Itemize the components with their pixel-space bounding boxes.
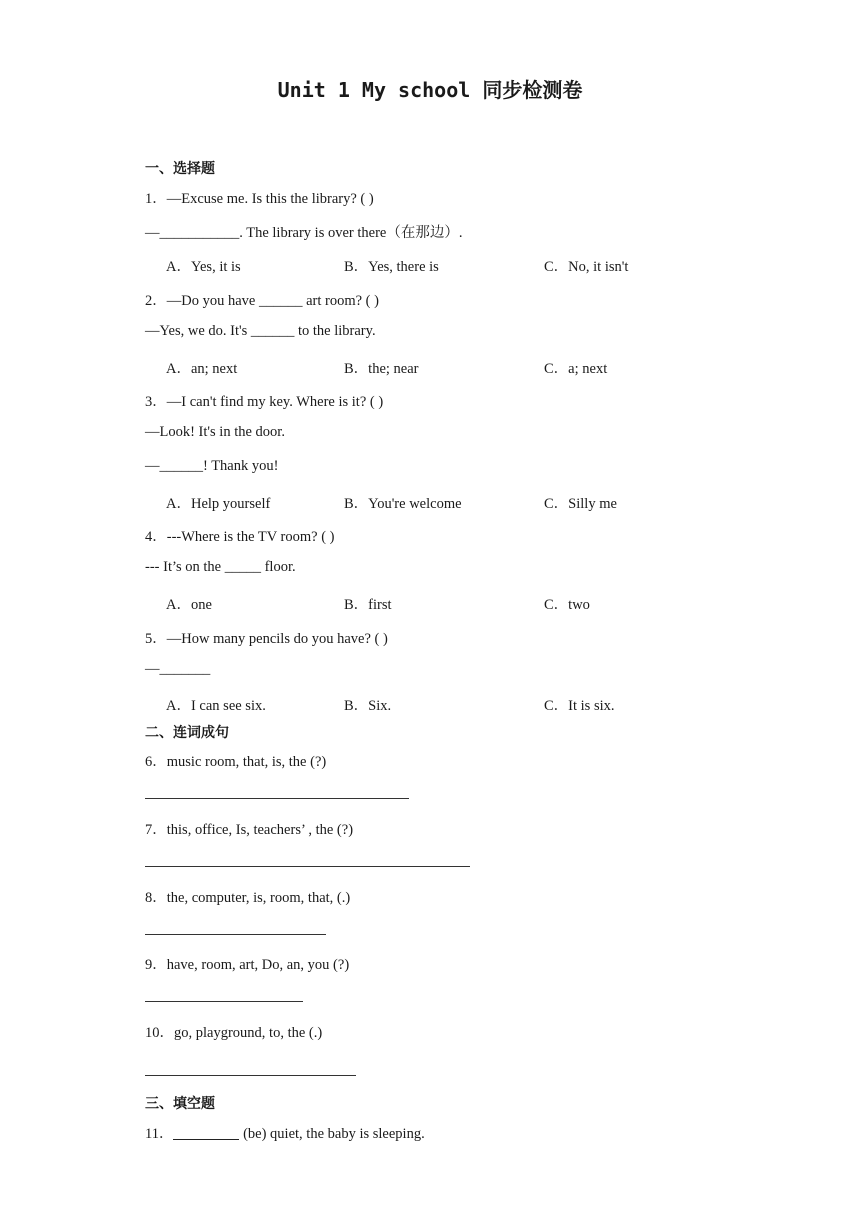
question-1-option-b: B．Yes, there is (344, 259, 439, 275)
question-11-number: 11． (145, 1126, 174, 1142)
question-9-answer-line (145, 1001, 303, 1002)
question-8-answer-line (145, 934, 326, 935)
question-3-stem: 3．—I can't find my key. Where is it? ( ) (145, 394, 384, 410)
question-4-stem: 4．---Where is the TV room? ( ) (145, 529, 335, 545)
question-1-option-a: A．Yes, it is (166, 259, 241, 275)
section-heading-fill: 三、填空题 (145, 1096, 215, 1112)
question-9-prompt: 9．have, room, art, Do, an, you (?) (145, 957, 350, 973)
question-2-line2: —Yes, we do. It's ______ to the library. (145, 323, 376, 339)
section-heading-sentence: 二、连词成句 (145, 725, 229, 741)
question-11-blank (173, 1125, 239, 1140)
question-7-prompt: 7．this, office, Is, teachers’ , the (?) (145, 822, 354, 838)
question-3-option-c: C．Silly me (544, 496, 617, 512)
question-11 (145, 1122, 425, 1143)
question-1-option-c: C．No, it isn't (544, 259, 629, 275)
question-1-line2: —___________. The library is over there（在那边）. (145, 225, 463, 241)
question-6-prompt: 6．music room, that, is, the (?) (145, 754, 327, 770)
question-4-option-c: C．two (544, 597, 590, 613)
question-6-answer-line (145, 798, 409, 799)
question-5-line2: —_______ (145, 661, 211, 677)
section-heading-choice: 一、选择题 (145, 161, 215, 177)
question-5-option-a: A．I can see six. (166, 698, 266, 714)
page-title: Unit 1 My school 同步检测卷 (277, 78, 583, 102)
question-3-line3: —______! Thank you! (145, 458, 279, 474)
question-7-answer-line (145, 866, 470, 867)
question-4-option-a: A．one (166, 597, 212, 613)
question-2-option-c: C．a; next (544, 361, 608, 377)
question-3-option-b: B．You're welcome (344, 496, 462, 512)
question-11-text: (be) quiet, the baby is sleeping. (239, 1126, 425, 1142)
question-2-option-a: A．an; next (166, 361, 238, 377)
question-2-option-b: B．the; near (344, 361, 419, 377)
question-1-stem: 1．—Excuse me. Is this the library? ( ) (145, 191, 374, 207)
question-4-option-b: B．first (344, 597, 392, 613)
question-4-line2: --- It’s on the _____ floor. (145, 559, 296, 575)
question-8-prompt: 8．the, computer, is, room, that, (.) (145, 890, 351, 906)
question-10-answer-line (145, 1075, 356, 1076)
question-5-option-c: C．It is six. (544, 698, 615, 714)
question-2-stem: 2．—Do you have ______ art room? ( ) (145, 293, 379, 309)
question-5-option-b: B．Six. (344, 698, 392, 714)
question-3-option-a: A．Help yourself (166, 496, 271, 512)
question-5-stem: 5．—How many pencils do you have? ( ) (145, 631, 388, 647)
question-10-prompt: 10．go, playground, to, the (.) (145, 1025, 323, 1041)
question-3-line2: —Look! It's in the door. (145, 424, 285, 440)
